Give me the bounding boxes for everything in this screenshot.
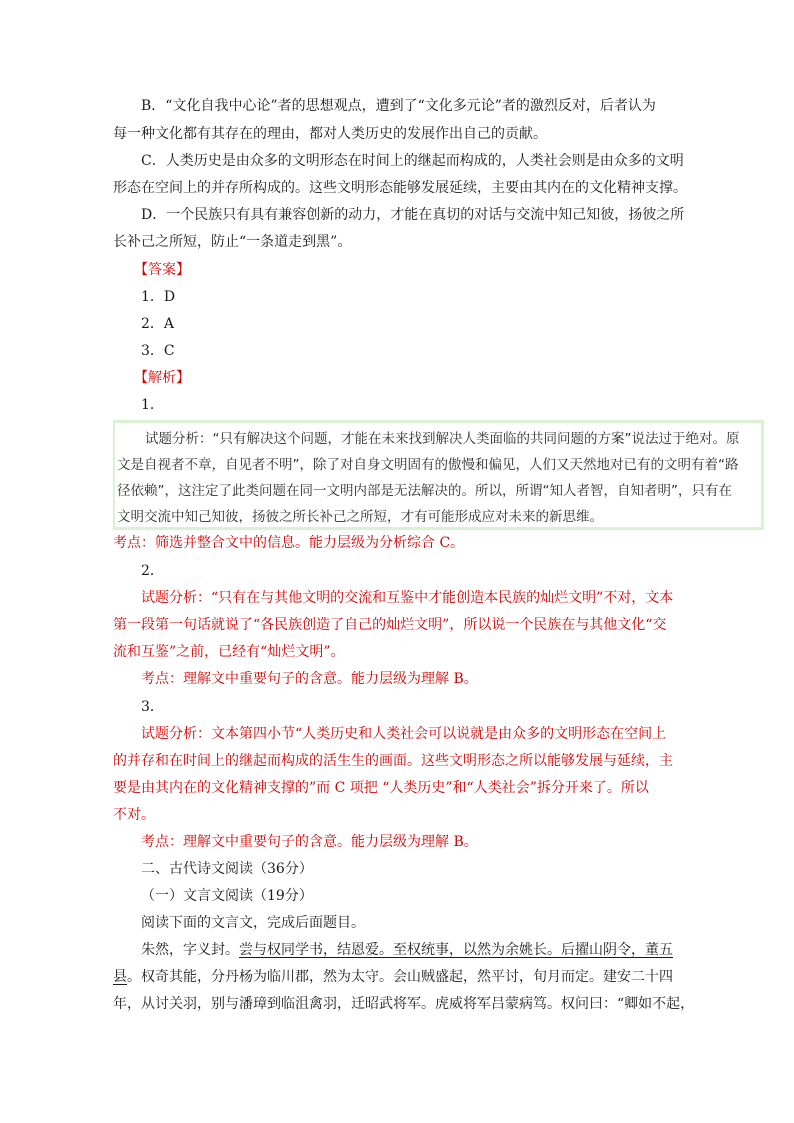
answer-item-1: 1．D — [141, 289, 176, 305]
answer-item-3: 3．C — [141, 343, 175, 359]
section-2-instruction: 阅读下面的文言文，完成后面题目。 — [141, 915, 365, 931]
analysis-q1-point: 考点：筛选并整合文中的信息。能力层级为分析综合 C。 — [113, 535, 465, 551]
analysis-q2-line-1: 试题分析：“只有在与其他文明的交流和互鉴中才能创造本民族的灿烂文明”不对，文本 — [141, 590, 674, 606]
image-text-line-2: 文是自视者不章，自见者不明”，除了对自身文明固有的傲慢和偏见，人们又天然地对已有的文明有着“路 — [117, 457, 739, 473]
option-b-line-2: 每一种文化都有其存在的理由，都对人类历史的发展作出自己的贡献。 — [113, 126, 547, 142]
image-text-line-1: 试题分析：“只有解决这个问题，才能在未来找到解决人类面临的共同问题的方案”说法过于绝对。原 — [145, 431, 740, 447]
analysis-q3-line-2: 的并存和在时间上的继起而构成的活生生的画面。这些文明形态之所以能够发展与延续，主 — [113, 753, 673, 769]
option-c-line-1: C．人类历史是由众多的文明形态在时间上的继起而构成的，人类社会则是由众多的文明 — [141, 153, 684, 169]
answer-heading: 【答案】 — [134, 262, 190, 278]
option-d-line-1: D．一个民族只有具有兼容创新的动力，才能在真切的对话与交流中知己知彼，扬彼之所 — [141, 207, 685, 223]
option-b-line-1: B．“文化自我中心论”者的思想观点，遭到了“文化多元论”者的激烈反对，后者认为 — [141, 98, 656, 114]
analysis-heading: 【解析】 — [134, 370, 190, 386]
analysis-q3-line-3: 要是由其内在的文化精神支撑的”而 C 项把 “人类历史”和“人类社会”拆分开来了。所以 — [113, 780, 649, 796]
section-2-title: 二、古代诗文阅读（36分） — [141, 861, 313, 877]
option-d-line-2: 长补己之所短，防止“一条道走到黑”。 — [113, 234, 352, 250]
analysis-q3-point: 考点：理解文中重要句子的含意。能力层级为理解 B。 — [141, 834, 478, 850]
classical-text-plain-2: 。权奇其能，分丹杨为临川郡，然为太守。会山贼盛起，然平讨，旬月而定。建安二十四 — [127, 969, 673, 985]
classical-text-line-2 — [113, 967, 683, 987]
analysis-q3-line-1: 试题分析：文本第四小节“人类历史和人类社会可以说就是由众多的文明形态在空间上 — [141, 726, 667, 742]
classical-text-line-3: 年，从讨关羽，别与潘璋到临沮禽羽，迁昭武将军。虎威将军吕蒙病笃。权问曰：“卿如不起， — [113, 996, 695, 1012]
image-text-line-4: 文明交流中知己知彼，扬彼之所长补己之所短，才有可能形成应对未来的新思维。 — [117, 509, 603, 525]
option-c-line-2: 形态在空间上的并存所构成的。这些文明形态能够发展延续，主要由其内在的文化精神支撑。 — [113, 180, 687, 196]
classical-text-plain: 朱然，字义封。 — [141, 942, 239, 958]
analysis-q2-line-3: 流和互鉴”之前，已经有“灿烂文明”。 — [113, 644, 345, 660]
analysis-q2-label: 2． — [141, 563, 164, 579]
classical-text-underlined: 尝与权同学书，结恩爱。至权统事，以然为余姚长。后擢山阴令，董五 — [239, 942, 673, 958]
analysis-q3-line-4: 不对。 — [113, 807, 155, 823]
answer-item-2: 2．A — [141, 316, 175, 332]
analysis-q2-line-2: 第一段第一句话就说了“各民族创造了自己的灿烂文明”，所以说一个民族在与其他文化“交 — [113, 617, 667, 633]
classical-text-underlined-end: 县 — [113, 969, 127, 985]
analysis-q2-point: 考点：理解文中重要句子的含意。能力层级为理解 B。 — [141, 671, 478, 687]
image-text-line-3: 径依赖”，这注定了此类问题在同一文明内部是无法解决的。所以，所谓“知人者智，自知者明”，只有在 — [117, 483, 732, 499]
analysis-q3-label: 3． — [141, 699, 164, 715]
embedded-analysis-image — [113, 420, 764, 530]
section-2-subtitle: （一）文言文阅读（19分） — [141, 888, 313, 904]
analysis-q1-label: 1． — [141, 397, 164, 413]
classical-text-line-1 — [141, 940, 683, 960]
